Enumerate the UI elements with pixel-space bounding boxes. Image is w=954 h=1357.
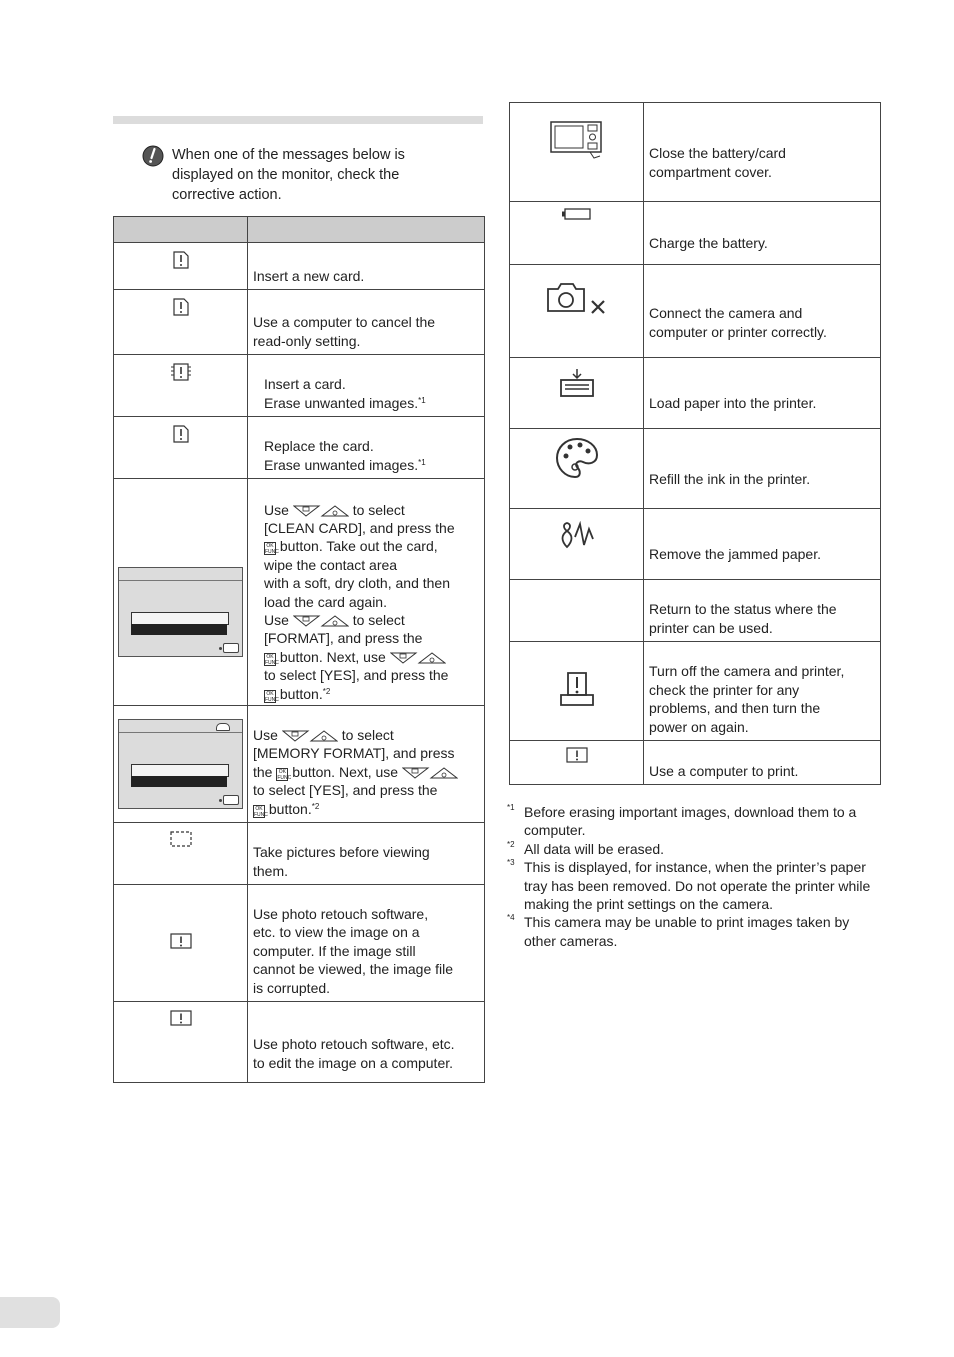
footnote-mark: *3 — [507, 858, 515, 868]
action-text: button. — [268, 800, 312, 817]
action-text: Remove the jammed paper. — [649, 545, 821, 562]
message-cell — [114, 1002, 248, 1083]
message-cell — [114, 290, 248, 355]
ok-func-button-icon: OK FUNC — [277, 768, 292, 781]
action-text: problems, and then turn the — [649, 700, 821, 717]
action-cell — [248, 823, 485, 885]
action-cell — [644, 429, 881, 509]
table-row — [510, 103, 881, 202]
action-text: computer. If the image still — [253, 942, 416, 959]
footnote-mark: *1 — [507, 803, 515, 812]
intro-note — [142, 145, 482, 205]
no-connection-icon — [546, 281, 608, 315]
action-text: Turn off the camera and printer, — [649, 663, 845, 680]
note-ref: *2 — [311, 801, 320, 811]
message-cell — [510, 580, 644, 642]
action-text: check the printer for any — [649, 681, 800, 698]
action-text: Refill the ink in the printer. — [649, 470, 811, 487]
message-cell — [510, 429, 644, 509]
memory-error-icon — [171, 363, 191, 381]
action-text: Use photo retouch software, — [253, 905, 429, 922]
table-row — [510, 358, 881, 429]
action-cell — [248, 355, 485, 417]
action-text: Use — [264, 501, 289, 518]
action-text: button. Next, use — [292, 763, 399, 780]
action-text: Replace the card. — [264, 438, 374, 455]
action-text: Use a computer to cancel the — [253, 314, 436, 331]
action-text: Charge the battery. — [649, 234, 768, 251]
table-row — [114, 243, 485, 290]
action-cell — [248, 243, 485, 290]
action-text: load the card again. — [264, 593, 387, 610]
action-text: Use — [253, 726, 278, 743]
action-text: printer can be used. — [649, 619, 773, 636]
message-cell — [114, 417, 248, 479]
memory-setup-screen — [118, 719, 243, 809]
action-cell — [644, 265, 881, 358]
picture-error-icon — [170, 1010, 192, 1026]
no-picture-icon — [170, 831, 192, 847]
up-down-button-icon — [402, 767, 458, 779]
footnote-mark: *2 — [507, 839, 515, 849]
footnote-mark: *4 — [507, 913, 515, 923]
header-corrective-action — [248, 217, 485, 243]
ok-func-button-icon: OK FUNC — [265, 543, 279, 556]
action-cell — [644, 509, 881, 580]
action-cell — [644, 103, 881, 202]
table-row — [510, 642, 881, 741]
paper-jam-icon — [559, 521, 595, 549]
up-down-button-icon — [282, 730, 338, 742]
table-row — [510, 509, 881, 580]
ok-func-button-icon: OK FUNC — [265, 690, 279, 703]
footnote-text: This is displayed, for instance, when the printer’s paper tray has been removed. Do not operate the printer while making the print settings on the camera. — [524, 859, 871, 913]
message-cell — [510, 103, 644, 202]
table-row — [510, 265, 881, 358]
action-text: Insert a card. — [264, 376, 346, 393]
action-text: to select — [352, 611, 405, 628]
action-text: the — [253, 763, 273, 780]
action-text: is corrupted. — [253, 979, 331, 996]
action-text: Take pictures before viewing — [253, 844, 430, 861]
action-text: compartment cover. — [649, 163, 772, 180]
no-ink-icon — [555, 437, 599, 479]
action-text: to edit the image on a computer. — [253, 1054, 454, 1071]
action-cell — [644, 202, 881, 265]
header-monitor-message — [114, 217, 248, 243]
action-cell — [248, 290, 485, 355]
printer-error-icon — [559, 671, 595, 707]
action-text: them. — [253, 862, 289, 879]
footnote — [507, 858, 882, 913]
action-text: Use — [264, 611, 289, 628]
action-text: to select [YES], and press the — [264, 667, 449, 684]
table-row — [114, 290, 485, 355]
message-cell — [114, 706, 248, 823]
message-cell — [510, 202, 644, 265]
action-text: wipe the contact area — [264, 556, 398, 573]
message-cell — [114, 479, 248, 706]
action-cell — [644, 358, 881, 429]
action-text: cannot be viewed, the image file — [253, 961, 454, 978]
action-text: Erase unwanted images. — [264, 394, 419, 411]
card-error-icon — [173, 425, 189, 443]
action-cell — [248, 1002, 485, 1083]
table-row — [510, 741, 881, 785]
action-cell — [248, 706, 485, 823]
message-cell — [114, 355, 248, 417]
left-message-table — [113, 216, 485, 1083]
message-cell — [510, 509, 644, 580]
action-text: [CLEAN CARD], and press the — [264, 519, 455, 536]
action-text: Return to the status where the — [649, 601, 837, 618]
table-header-row — [114, 217, 485, 243]
action-text: to select [YES], and press the — [253, 782, 438, 799]
message-cell — [510, 642, 644, 741]
table-row — [114, 417, 485, 479]
action-cell — [644, 580, 881, 642]
card-error-icon — [173, 251, 189, 269]
table-row — [114, 355, 485, 417]
action-text: Insert a new card. — [253, 267, 365, 284]
up-down-button-icon — [390, 652, 446, 664]
action-text: Use photo retouch software, etc. — [253, 1036, 455, 1053]
cannot-print-icon — [566, 747, 588, 763]
message-cell — [114, 885, 248, 1002]
message-cell — [114, 823, 248, 885]
action-cell — [644, 741, 881, 785]
table-row — [114, 706, 485, 823]
table-row — [114, 823, 485, 885]
no-paper-icon — [559, 368, 595, 398]
action-text: button. Next, use — [279, 648, 386, 665]
up-down-button-icon — [293, 505, 349, 517]
caution-icon — [142, 145, 164, 167]
message-cell — [114, 243, 248, 290]
action-cell — [644, 642, 881, 741]
footnote — [507, 803, 882, 840]
action-text: Connect the camera and — [649, 305, 803, 322]
action-text: etc. to view the image on a — [253, 924, 420, 941]
action-text: computer or printer correctly. — [649, 323, 827, 340]
table-row — [114, 479, 485, 706]
battery-empty-icon — [562, 208, 592, 220]
action-text: Use a computer to print. — [649, 762, 799, 779]
footnote-text: All data will be erased. — [524, 840, 665, 857]
up-down-button-icon — [293, 615, 349, 627]
table-row — [510, 580, 881, 642]
action-text: with a soft, dry cloth, and then — [264, 575, 450, 592]
action-cell — [248, 885, 485, 1002]
note-ref: *1 — [418, 457, 426, 467]
action-text: read-only setting. — [253, 332, 361, 349]
action-text: Close the battery/card — [649, 145, 786, 162]
action-cell — [248, 479, 485, 706]
table-row — [114, 1002, 485, 1083]
action-text: Load paper into the printer. — [649, 394, 817, 411]
battery-cover-icon — [550, 119, 604, 159]
action-text: button. Take out the card, — [279, 538, 438, 555]
right-message-table — [509, 102, 881, 785]
action-text: power on again. — [649, 718, 749, 735]
footnote-text: This camera may be unable to print images taken by other cameras. — [524, 914, 850, 949]
table-row — [114, 885, 485, 1002]
note-ref: *2 — [322, 686, 331, 696]
action-text: Erase unwanted images. — [264, 456, 419, 473]
action-cell — [248, 417, 485, 479]
footnote-text: Before erasing important images, download them to a computer. — [524, 804, 857, 839]
footnote — [507, 913, 882, 950]
ok-func-button-icon: OK FUNC — [265, 653, 279, 666]
message-cell — [510, 265, 644, 358]
action-text: [MEMORY FORMAT], and press — [253, 745, 455, 762]
action-text: to select — [341, 726, 394, 743]
message-cell — [510, 358, 644, 429]
note-ref: *1 — [418, 395, 426, 405]
card-setup-screen — [118, 567, 243, 657]
page-number-tab — [0, 1297, 60, 1328]
action-text: button. — [279, 685, 323, 702]
card-error-icon — [173, 298, 189, 316]
footnotes — [507, 803, 882, 950]
intro-text: When one of the messages below is displayed on the monitor, check the corrective action. — [172, 147, 405, 203]
table-row — [510, 202, 881, 265]
section-header-bar — [113, 116, 483, 124]
ok-func-button-icon: OK FUNC — [254, 805, 268, 818]
picture-error-icon — [170, 933, 192, 949]
action-text: to select — [352, 501, 405, 518]
message-cell — [510, 741, 644, 785]
footnote — [507, 840, 882, 858]
action-text: [FORMAT], and press the — [264, 630, 423, 647]
table-row — [510, 429, 881, 509]
